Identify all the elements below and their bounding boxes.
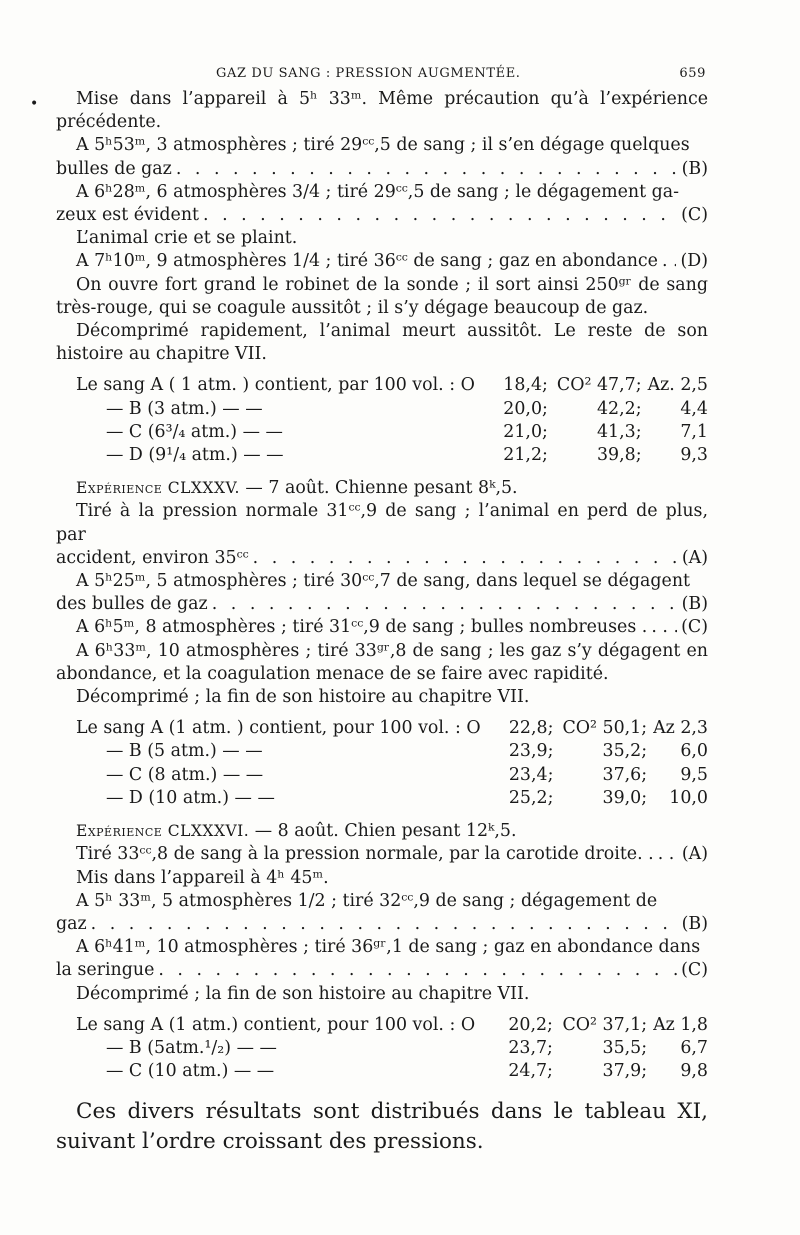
nitrogen-value: Az. 2,5 bbox=[647, 375, 708, 396]
closing-paragraph: Ces divers résultats sont distribués dans le tableau XI, suivant l’ordre croissant des pressions. bbox=[56, 1099, 708, 1155]
co2-value: 35,5; bbox=[602, 1037, 648, 1058]
paragraph: On ouvre fort grand le robinet de la sonde ; il sort ainsi 250ᵍʳ de sang très-rouge, qui se coagule aussitôt ; il s’y dégage beaucoup de gaz. bbox=[56, 274, 708, 318]
leader-dots bbox=[203, 204, 677, 227]
row-label: — B (5 atm.) — — bbox=[106, 741, 263, 762]
experiment-info: — 8 août. Chien pesant 12ᵏ,5. bbox=[249, 821, 517, 842]
experiment-heading bbox=[56, 477, 708, 500]
dotted-line bbox=[56, 616, 708, 639]
margin-bullet: • bbox=[30, 96, 39, 112]
results-table-3 bbox=[76, 1014, 708, 1084]
oxygen-value: 23,4; bbox=[508, 764, 554, 785]
table-row bbox=[76, 717, 708, 740]
body-text bbox=[56, 88, 708, 1157]
oxygen-value: 23,9; bbox=[508, 741, 554, 762]
leader-dots bbox=[158, 959, 677, 982]
dotted-line bbox=[56, 593, 708, 616]
paragraph: A 6ʰ41ᵐ, 10 atmosphères ; tiré 36ᵍʳ,1 de sang ; gaz en abondance dans bbox=[76, 937, 701, 958]
row-label: — D (9¹/₄ atm.) — — bbox=[106, 445, 284, 466]
leader-dots bbox=[651, 616, 677, 639]
leader-dots bbox=[212, 593, 678, 616]
results-table-2 bbox=[76, 717, 708, 810]
row-label: Le sang A (1 atm.) contient, pour 100 vol. : O bbox=[76, 1014, 476, 1035]
line-text: gaz bbox=[56, 913, 87, 934]
leader-dots bbox=[91, 913, 678, 936]
co2-value: 39,0; bbox=[602, 787, 648, 808]
paragraph: L’animal crie et se plaint. bbox=[76, 228, 298, 249]
running-header bbox=[56, 66, 708, 88]
dotted-line bbox=[56, 250, 708, 273]
paragraph: A 6ʰ33ᵐ, 10 atmosphères ; tiré 33ᵍʳ,8 de sang ; les gaz s’y dégagent en abondance, et la coagulation menace de se faire avec rapidité. bbox=[56, 640, 708, 684]
experiment-number: Expérience CLXXXV. bbox=[76, 479, 240, 498]
page bbox=[56, 66, 708, 1179]
paragraph: Décomprimé ; la fin de son histoire au chapitre VII. bbox=[76, 687, 530, 708]
oxygen-value: 20,0; bbox=[503, 398, 548, 419]
page-number: 659 bbox=[679, 66, 706, 81]
oxygen-value: 18,4; bbox=[503, 375, 548, 396]
line-text: bulles de gaz bbox=[56, 158, 172, 179]
sample-marker: (B) bbox=[681, 913, 708, 934]
experiment-heading bbox=[56, 820, 708, 843]
paragraph: Mise dans l’appareil à 5ʰ 33ᵐ. Même précaution qu’à l’expérience précédente. bbox=[56, 89, 708, 133]
row-label: — B (5atm.¹/₂) — — bbox=[106, 1037, 277, 1058]
oxygen-value: 22,8; bbox=[508, 718, 554, 739]
paragraph: A 5ʰ25ᵐ, 5 atmosphères ; tiré 30ᶜᶜ,7 de sang, dans lequel se dégagent bbox=[76, 571, 691, 592]
oxygen-value: 23,7; bbox=[508, 1037, 553, 1058]
row-label: — C (10 atm.) — — bbox=[106, 1061, 275, 1082]
experiment-info: — 7 août. Chienne pesant 8ᵏ,5. bbox=[239, 478, 518, 499]
paragraph: A 5ʰ53ᵐ, 3 atmosphères ; tiré 29ᶜᶜ,5 de sang ; il s’en dégage quelques bbox=[76, 135, 690, 156]
sample-marker: (A) bbox=[681, 844, 708, 865]
co2-value: 42,2; bbox=[596, 398, 642, 419]
paragraph: Mis dans l’appareil à 4ʰ 45ᵐ. bbox=[76, 867, 329, 888]
line-text: A 6ʰ5ᵐ, 8 atmosphères ; tiré 31ᶜᶜ,9 de sang ; bulles nombreuses . bbox=[76, 617, 648, 638]
nitrogen-value: 9,8 bbox=[680, 1061, 708, 1082]
dotted-line bbox=[56, 204, 708, 227]
table-row bbox=[76, 1037, 708, 1060]
dotted-line bbox=[56, 158, 708, 181]
running-title: GAZ DU SANG : PRESSION AUGMENTÉE. bbox=[216, 66, 521, 81]
table-row bbox=[76, 444, 708, 467]
co2-value: 37,6; bbox=[602, 764, 648, 785]
sample-marker: (C) bbox=[681, 617, 708, 638]
table-row bbox=[76, 1060, 708, 1083]
paragraph: Décomprimé ; la fin de son histoire au chapitre VII. bbox=[76, 983, 530, 1004]
nitrogen-value: 4,4 bbox=[680, 398, 708, 419]
row-label: — D (10 atm.) — — bbox=[106, 787, 275, 808]
co2-value: 35,2; bbox=[602, 741, 648, 762]
sample-marker: (B) bbox=[681, 594, 708, 615]
dotted-line bbox=[56, 959, 708, 982]
row-label: — B (3 atm.) — — bbox=[106, 398, 263, 419]
co2-value: CO² 37,1; bbox=[562, 1014, 648, 1035]
co2-value: CO² 50,1; bbox=[562, 718, 648, 739]
nitrogen-value: 6,0 bbox=[680, 741, 708, 762]
oxygen-value: 24,7; bbox=[508, 1061, 553, 1082]
oxygen-value: 21,2; bbox=[503, 445, 548, 466]
nitrogen-value: Az 1,8 bbox=[653, 1014, 708, 1035]
line-text: Tiré 33ᶜᶜ,8 de sang à la pression normale, par la carotide droite. . bbox=[76, 844, 654, 865]
row-label: Le sang A ( 1 atm. ) contient, par 100 vol. : O bbox=[76, 375, 475, 396]
row-label: — C (6³/₄ atm.) — — bbox=[106, 421, 283, 442]
table-row bbox=[76, 764, 708, 787]
leader-dots bbox=[658, 843, 678, 866]
co2-value: 37,9; bbox=[602, 1061, 648, 1082]
sample-marker: (A) bbox=[681, 547, 708, 568]
sample-marker: (C) bbox=[681, 205, 708, 226]
nitrogen-value: Az 2,3 bbox=[653, 718, 708, 739]
line-text: A 7ʰ10ᵐ, 9 atmosphères 1/4 ; tiré 36ᶜᶜ de sang ; gaz en abondance bbox=[76, 251, 658, 272]
nitrogen-value: 9,5 bbox=[680, 764, 708, 785]
dotted-line bbox=[56, 547, 708, 570]
table-row bbox=[76, 740, 708, 763]
oxygen-value: 21,0; bbox=[503, 421, 548, 442]
nitrogen-value: 6,7 bbox=[680, 1037, 708, 1058]
table-row bbox=[76, 374, 708, 397]
nitrogen-value: 9,3 bbox=[680, 445, 708, 466]
results-table-1 bbox=[76, 374, 708, 467]
nitrogen-value: 10,0 bbox=[669, 787, 708, 808]
table-row bbox=[76, 1014, 708, 1037]
row-label: Le sang A (1 atm. ) contient, pour 100 vol. : O bbox=[76, 718, 481, 739]
line-text: accident, environ 35ᶜᶜ bbox=[56, 547, 249, 568]
sample-marker: (B) bbox=[681, 158, 708, 179]
co2-value: CO² 47,7; bbox=[556, 375, 642, 396]
experiment-number: Expérience CLXXXVI. bbox=[76, 822, 250, 841]
paragraph: Tiré à la pression normale 31ᶜᶜ,9 de sang ; l’animal en perd de plus, par bbox=[56, 501, 708, 545]
table-row bbox=[76, 398, 708, 421]
row-label: — C (8 atm.) — — bbox=[106, 764, 264, 785]
paragraph: Décomprimé rapidement, l’animal meurt aussitôt. Le reste de son histoire au chapitre VII. bbox=[56, 321, 708, 365]
paragraph: A 6ʰ28ᵐ, 6 atmosphères 3/4 ; tiré 29ᶜᶜ,5 de sang ; le dégagement ga- bbox=[76, 181, 680, 202]
table-row bbox=[76, 421, 708, 444]
sample-marker: (C) bbox=[681, 960, 708, 981]
nitrogen-value: 7,1 bbox=[680, 421, 708, 442]
co2-value: 41,3; bbox=[596, 421, 642, 442]
dotted-line bbox=[56, 843, 708, 866]
line-text: la seringue bbox=[56, 960, 155, 981]
table-row bbox=[76, 787, 708, 810]
leader-dots bbox=[253, 547, 678, 570]
dotted-line bbox=[56, 913, 708, 936]
leader-dots bbox=[662, 250, 677, 273]
oxygen-value: 25,2; bbox=[508, 787, 554, 808]
paragraph: A 5ʰ 33ᵐ, 5 atmosphères 1/2 ; tiré 32ᶜᶜ,9 de sang ; dégagement de bbox=[76, 890, 658, 911]
line-text: zeux est évident bbox=[56, 205, 200, 226]
leader-dots bbox=[176, 158, 678, 181]
oxygen-value: 20,2; bbox=[508, 1014, 553, 1035]
sample-marker: (D) bbox=[680, 251, 708, 272]
co2-value: 39,8; bbox=[596, 445, 642, 466]
line-text: des bulles de gaz bbox=[56, 594, 208, 615]
